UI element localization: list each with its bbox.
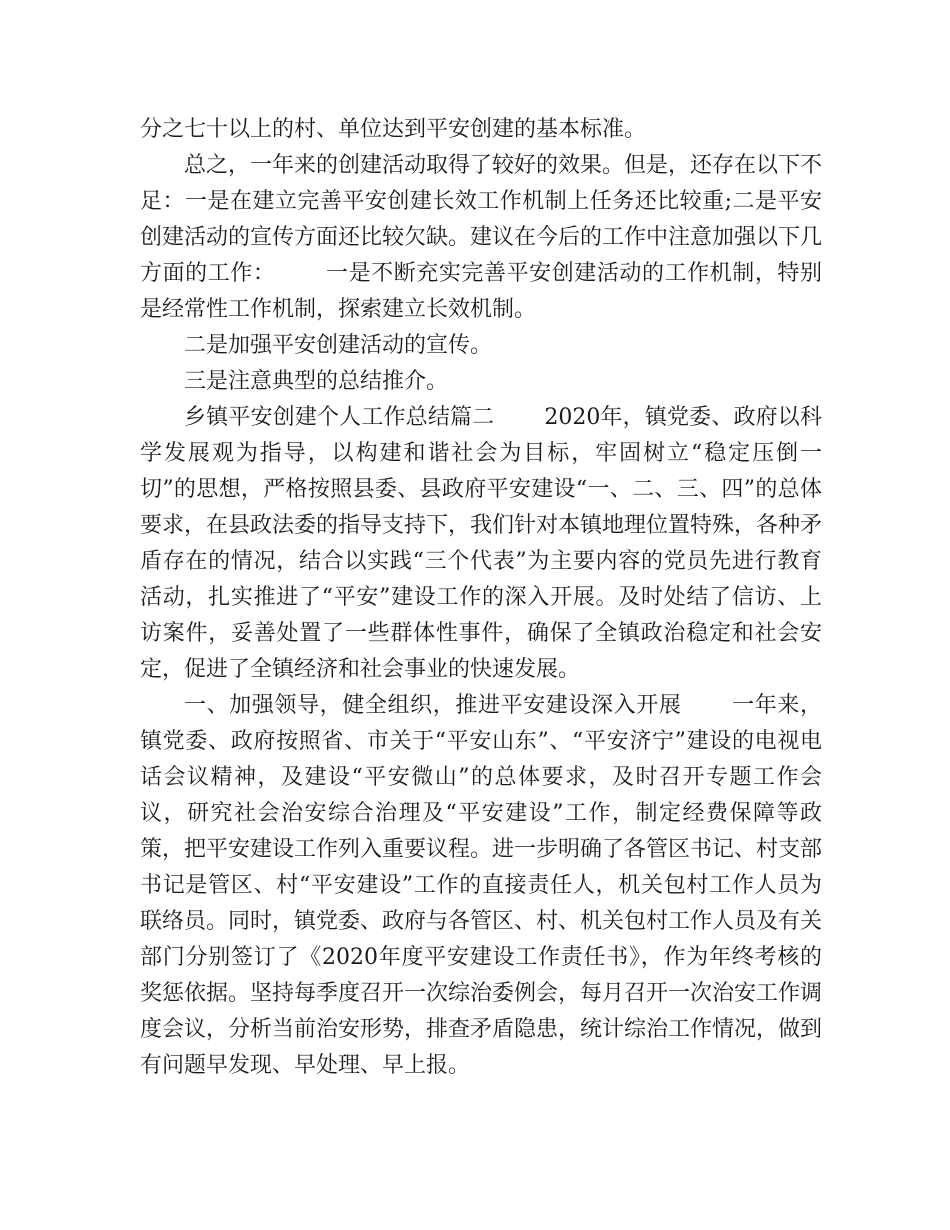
paragraph-1 <box>140 112 822 148</box>
paragraph-2-text-a: 总之，一年来的创建活动取得了较好的效果。但是，还存在以下不足：一是在建立完善平安创建长效工作机制上任务还比较重;二是平安创建活动的宣传方面还比较欠缺。建议在今后的工作中注意加强以下几方面的工作： <box>140 153 823 286</box>
paragraph-2-text-b: 一是不断充实完善平安创建活动的工作机制，特别是经常性工作机制，探索建立长效机制。 <box>140 261 822 322</box>
section-heading-one: 一、加强领导，健全组织，推进平安建设深入开展 <box>184 693 682 718</box>
paragraph-3-text: 二是加强平安创建活动的宣传。 <box>184 333 493 358</box>
paragraph-6-text: 一年来，镇党委、政府按照省、市关于“平安山东”、“平安济宁”建设的电视电话会议精神，及建设“平安微山”的总体要求，及时召开专题工作会议，研究社会治安综合治理及“平安建设”工作，制定经费保障等政策，把平安建设工作列入重要议程。进一步明确了各管区书记、村支部书记是管区、村“平安建设”工作的直接责任人，机关包村工作人员为联络员。同时，镇党委、政府与各管区、村、机关包村工作人员及有关部门分别签订了《2020年度平安建设工作责任书》，作为年终考核的奖惩依据。坚持每季度召开一次综治委例会，每月召开一次治安工作调度会议，分析当前治安形势，排查矛盾隐患，统计综治工作情况，做到有问题早发现、早处理、早上报。 <box>140 693 823 1078</box>
paragraph-6 <box>140 688 822 1084</box>
paragraph-4 <box>140 364 822 400</box>
section-heading-part-two: 乡镇平安创建个人工作总结篇二 <box>184 405 495 430</box>
paragraph-3 <box>140 328 822 364</box>
paragraph-5-text: 2020年，镇党委、政府以科学发展观为指导，以构建和谐社会为目标，牢固树立“稳定压倒一切”的思想，严格按照县委、县政府平安建设“一、二、三、四”的总体要求，在县政法委的指导支持下，我们针对本镇地理位置特殊，各种矛盾存在的情况，结合以实践“三个代表”为主要内容的党员先进行教育活动，扎实推进了“平安”建设工作的深入开展。及时处结了信访、上访案件，妥善处置了一些群体性事件，确保了全镇政治稳定和社会安定，促进了全镇经济和社会事业的快速发展。 <box>140 405 823 682</box>
paragraph-4-text: 三是注意典型的总结推介。 <box>184 369 449 394</box>
paragraph-2 <box>140 148 822 328</box>
document-body <box>140 112 822 1084</box>
paragraph-1-text: 分之七十以上的村、单位达到平安创建的基本标准。 <box>140 117 647 142</box>
paragraph-5 <box>140 400 822 688</box>
